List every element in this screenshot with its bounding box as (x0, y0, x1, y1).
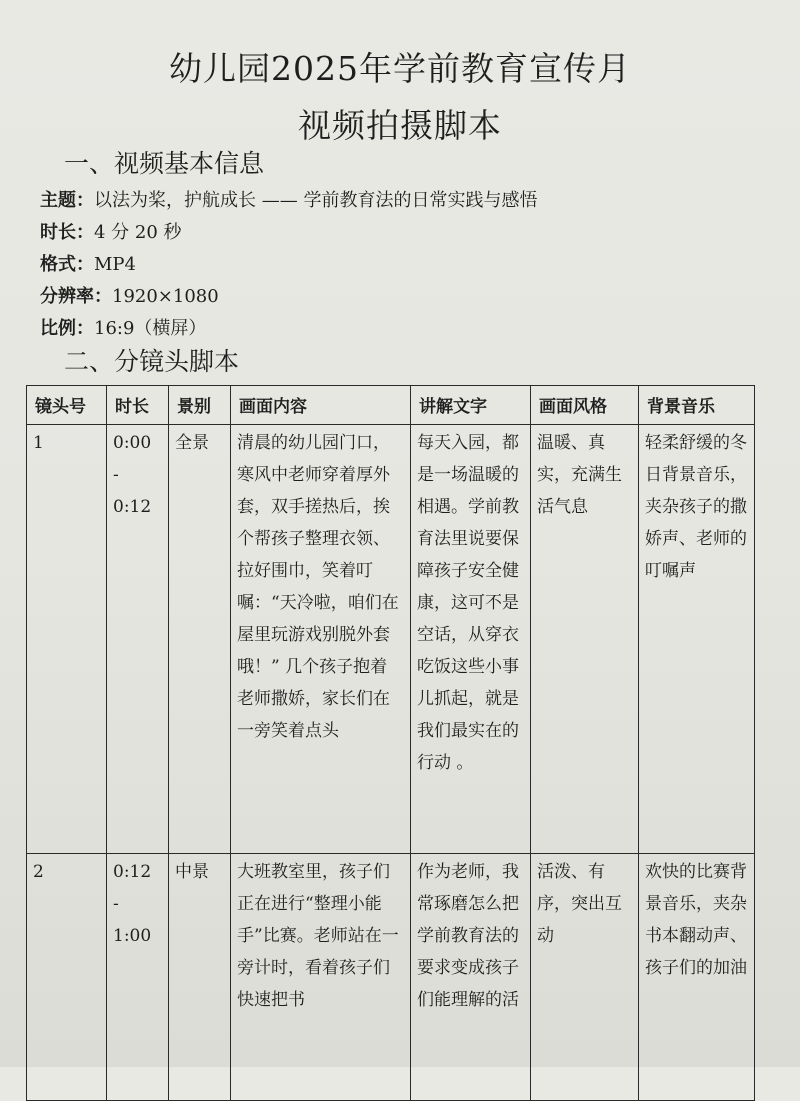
narration-text: 每天入园，都是一场温暖的相遇。学前教育法里说要保障孩子安全健康，这可不是空话，从穿衣吃饭这些小事儿抓起，就是我们最实在的行动 。 (417, 433, 519, 773)
cell-narration (411, 854, 531, 1101)
cell-duration (107, 854, 169, 1101)
cell-shot-no: 1 (27, 425, 107, 854)
narration-text: 作为老师，我常琢磨怎么把学前教育法的要求变成孩子们能理解的活 (417, 862, 519, 1010)
cell-content (231, 425, 411, 854)
section-heading-storyboard: 二、分镜头脚本 (64, 347, 240, 376)
cell-shot-size: 全景 (169, 425, 231, 854)
info-label: 主题： (40, 190, 94, 211)
info-label: 分辨率： (40, 286, 112, 307)
col-header-content: 画面内容 (231, 386, 411, 425)
content-text: 清晨的幼儿园门口，寒风中老师穿着厚外套，双手搓热后，挨个帮孩子整理衣领、拉好围巾，笑着叮嘱：“天冷啦，咱们在屋里玩游戏别脱外套哦！” 几个孩子抱着老师撒娇，家长们在一旁笑着点头 (237, 433, 399, 741)
doc-title-line1: 幼儿园2025年学前教育宣传月 (169, 49, 631, 88)
duration-text: 0:12 - 1:00 (113, 862, 152, 946)
table-row (27, 425, 755, 854)
info-value: 以法为桨，护航成长 —— 学前教育法的日常实践与感悟 (94, 190, 538, 211)
cell-style (531, 425, 639, 854)
col-header-shot-size: 景别 (169, 386, 231, 425)
info-resolution (40, 282, 219, 308)
info-value: 4 分 20 秒 (94, 222, 182, 243)
info-label: 格式： (40, 254, 94, 275)
section-heading-basic-info: 一、视频基本信息 (64, 149, 265, 178)
cell-duration (107, 425, 169, 854)
style-text: 温暖、真实，充满生活气息 (537, 433, 622, 517)
info-label: 比例： (40, 318, 94, 339)
info-label: 时长： (40, 222, 94, 243)
cell-narration (411, 425, 531, 854)
music-text: 轻柔舒缓的冬日背景音乐，夹杂孩子的撒娇声、老师的叮嘱声 (645, 433, 747, 581)
info-format (40, 250, 136, 276)
cell-shot-no: 2 (27, 854, 107, 1101)
doc-title-line2: 视频拍摄脚本 (298, 106, 502, 145)
info-theme (40, 186, 537, 212)
col-header-duration: 时长 (107, 386, 169, 425)
duration-text: 0:00 - 0:12 (113, 433, 152, 517)
content-text: 大班教室里，孩子们正在进行“整理小能手”比赛。老师站在一旁计时，看着孩子们快速把书 (237, 862, 399, 1010)
info-value: 16:9（横屏） (94, 318, 207, 339)
info-value: MP4 (94, 254, 136, 275)
cell-content (231, 854, 411, 1101)
cell-music (639, 425, 755, 854)
table-header-row (27, 386, 755, 425)
info-value: 1920×1080 (112, 286, 219, 307)
info-ratio (40, 314, 206, 340)
info-duration (40, 218, 182, 244)
col-header-shot-no: 镜头号 (27, 386, 107, 425)
storyboard-table (26, 385, 755, 1101)
table-row (27, 854, 755, 1101)
col-header-music: 背景音乐 (639, 386, 755, 425)
cell-style (531, 854, 639, 1101)
style-text: 活泼、有序，突出互动 (537, 862, 622, 946)
cell-music (639, 854, 755, 1101)
music-text: 欢快的比赛背景音乐，夹杂书本翻动声、孩子们的加油 (645, 862, 747, 978)
col-header-narration: 讲解文字 (411, 386, 531, 425)
cell-shot-size: 中景 (169, 854, 231, 1101)
col-header-style: 画面风格 (531, 386, 639, 425)
